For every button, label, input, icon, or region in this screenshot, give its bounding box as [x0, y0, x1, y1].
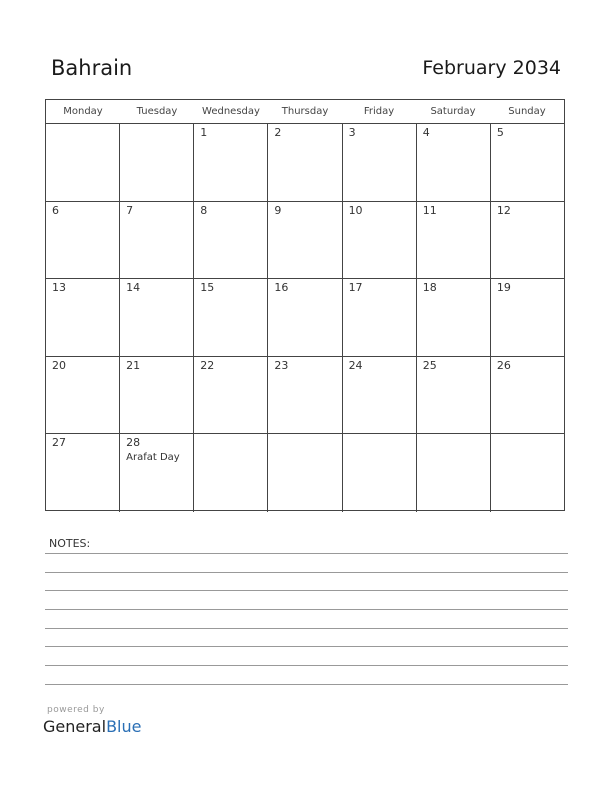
day-number: 7 [126, 203, 134, 217]
day-number: 19 [496, 281, 511, 295]
day-cell [268, 434, 342, 512]
day-number: 14 [126, 281, 141, 295]
notes-line [45, 590, 568, 591]
week-row [46, 434, 564, 512]
day-cell [46, 434, 120, 512]
day-number: 16 [274, 281, 289, 295]
notes-line [45, 646, 568, 647]
week-row [46, 202, 564, 280]
day-number: 28 [126, 436, 141, 450]
brand-main: General [43, 717, 107, 736]
day-cell [268, 202, 342, 279]
notes-line [45, 572, 568, 573]
day-cell [417, 202, 491, 279]
country-title: Bahrain [51, 56, 133, 80]
day-number: 3 [348, 126, 356, 139]
day-cell [417, 434, 491, 512]
notes-line [45, 628, 568, 629]
brand-accent: Blue [106, 717, 142, 736]
weekday-sunday: Sunday [508, 106, 546, 117]
weekday-thursday: Thursday [281, 106, 329, 117]
day-cell [46, 124, 120, 201]
day-number: 22 [200, 358, 215, 372]
day-number: 12 [496, 203, 511, 217]
day-number: 23 [274, 358, 289, 372]
day-cell [491, 124, 564, 201]
day-cell [268, 124, 342, 201]
day-cell [343, 202, 417, 279]
day-number: 2 [274, 126, 282, 139]
day-cell [417, 279, 491, 356]
day-cell [46, 202, 120, 279]
day-cell [491, 279, 564, 356]
week-row [46, 357, 564, 435]
day-cell [194, 279, 268, 356]
day-number: 15 [200, 281, 215, 295]
weekday-saturday: Saturday [430, 106, 476, 117]
week-row [46, 279, 564, 357]
notes-line [45, 553, 568, 554]
day-number: 8 [200, 203, 208, 217]
month-year-title: February 2034 [422, 57, 561, 79]
day-cell [120, 357, 194, 434]
day-number: 24 [348, 358, 363, 372]
day-number: 5 [496, 126, 504, 139]
day-number: 1 [200, 126, 208, 139]
notes-line [45, 609, 568, 610]
day-number: 21 [126, 358, 141, 372]
holiday-label: Arafat Day [126, 452, 180, 464]
day-number: 18 [422, 281, 437, 295]
day-number: 4 [422, 126, 430, 139]
day-number: 20 [52, 358, 66, 372]
weekday-wednesday: Wednesday [202, 106, 260, 117]
day-cell [343, 279, 417, 356]
day-cell [46, 279, 120, 356]
weekday-tuesday: Tuesday [136, 106, 178, 117]
weekday-friday: Friday [363, 106, 395, 117]
day-number: 17 [348, 281, 363, 295]
day-cell [194, 202, 268, 279]
day-cell [343, 434, 417, 512]
weekday-header [46, 100, 564, 124]
day-cell [491, 434, 564, 512]
day-cell [268, 279, 342, 356]
day-cell [120, 434, 194, 512]
day-number: 11 [422, 203, 437, 217]
day-cell [491, 357, 564, 434]
calendar-grid [45, 99, 565, 511]
day-cell [120, 124, 194, 201]
notes-line [45, 684, 568, 685]
powered-by-label: powered by [47, 705, 105, 715]
day-cell [268, 357, 342, 434]
day-cell [46, 357, 120, 434]
day-cell [417, 357, 491, 434]
week-row [46, 124, 564, 202]
notes-line [45, 665, 568, 666]
day-number: 9 [274, 203, 282, 217]
day-cell [194, 124, 268, 201]
day-number: 10 [348, 203, 363, 217]
day-cell [491, 202, 564, 279]
day-cell [417, 124, 491, 201]
day-cell [120, 279, 194, 356]
day-number: 13 [52, 281, 66, 295]
notes-label: NOTES: [49, 537, 91, 550]
brand-logo [43, 717, 141, 736]
day-cell [343, 357, 417, 434]
day-cell [343, 124, 417, 201]
day-number: 27 [52, 436, 66, 450]
day-number: 26 [496, 358, 511, 372]
day-cell [120, 202, 194, 279]
day-cell [194, 434, 268, 512]
weekday-monday: Monday [63, 106, 103, 117]
day-number: 6 [52, 203, 59, 217]
day-number: 25 [422, 358, 437, 372]
day-cell [194, 357, 268, 434]
